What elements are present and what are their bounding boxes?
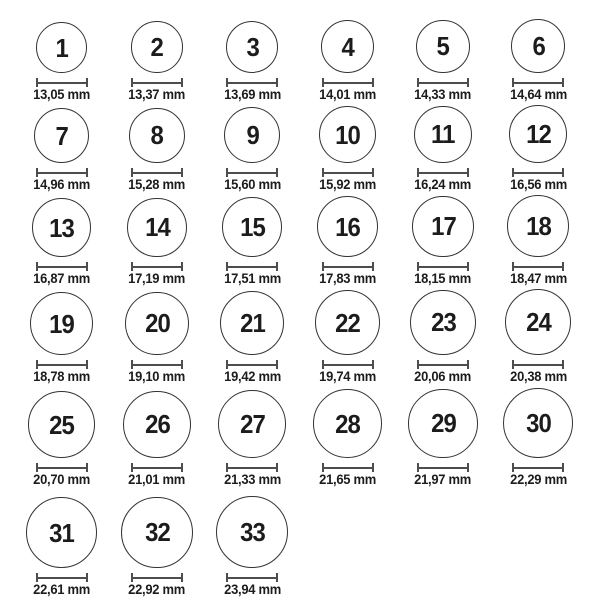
diameter-label: 18,78 mm xyxy=(33,369,91,385)
diameter-label: 19,10 mm xyxy=(128,369,186,385)
ring-cell xyxy=(223,107,282,193)
diameter-ruler xyxy=(322,262,374,271)
ring-circle xyxy=(503,388,573,458)
diameter-ruler-line xyxy=(419,172,467,174)
ring-size-number: 31 xyxy=(49,517,75,548)
diameter-label: 20,06 mm xyxy=(414,369,472,385)
diameter-ruler-line xyxy=(324,467,372,469)
diameter-ruler-line xyxy=(133,82,181,84)
ring-size-number: 25 xyxy=(49,409,75,440)
ring-circle xyxy=(216,496,288,568)
diameter-ruler-line xyxy=(324,82,372,84)
ring-size-number: 29 xyxy=(430,408,456,439)
diameter-label: 17,51 mm xyxy=(223,271,281,287)
diameter-label: 19,42 mm xyxy=(223,369,281,385)
ring-circle xyxy=(123,391,191,459)
ring-circle xyxy=(36,22,87,73)
ring-cell xyxy=(123,391,191,488)
ring-cell xyxy=(505,289,571,385)
ring-circle xyxy=(414,106,472,164)
diameter-label: 21,01 mm xyxy=(128,472,186,488)
ring-cell xyxy=(30,292,93,385)
diameter-ruler-line xyxy=(38,577,86,579)
diameter-label: 20,38 mm xyxy=(509,369,567,385)
diameter-ruler-line xyxy=(228,467,276,469)
ring-circle xyxy=(224,107,280,163)
ring-size-number: 12 xyxy=(525,119,551,149)
diameter-label: 22,92 mm xyxy=(128,582,186,598)
ring-cell xyxy=(32,198,91,287)
diameter-ruler xyxy=(322,463,374,472)
ring-size-number: 7 xyxy=(55,120,68,151)
diameter-ruler xyxy=(131,573,183,582)
diameter-ruler-line xyxy=(38,467,86,469)
diameter-label: 14,33 mm xyxy=(414,87,472,103)
diameter-ruler xyxy=(417,360,469,369)
diameter-label: 14,64 mm xyxy=(509,87,567,103)
ring-size-number: 32 xyxy=(144,517,170,548)
diameter-ruler xyxy=(417,168,469,177)
diameter-ruler-line xyxy=(324,266,372,268)
ring-row xyxy=(14,488,586,598)
ring-row xyxy=(14,8,586,103)
ring-circle xyxy=(226,21,278,73)
ring-size-number: 11 xyxy=(431,119,455,150)
diameter-label: 21,97 mm xyxy=(414,472,472,488)
ring-size-number: 18 xyxy=(525,211,551,242)
diameter-ruler-line xyxy=(38,172,86,174)
diameter-ruler xyxy=(322,360,374,369)
diameter-ruler xyxy=(226,573,278,582)
ring-size-number: 33 xyxy=(239,517,265,548)
ring-circle xyxy=(410,290,476,356)
ring-size-number: 22 xyxy=(335,307,361,338)
ring-size-number: 8 xyxy=(150,120,164,151)
ring-circle xyxy=(129,108,185,164)
ring-circle xyxy=(319,106,376,163)
diameter-ruler xyxy=(512,463,564,472)
diameter-label: 14,96 mm xyxy=(33,177,91,193)
diameter-ruler xyxy=(226,168,278,177)
ring-circle xyxy=(32,198,91,257)
ring-row xyxy=(14,103,586,193)
diameter-label: 15,60 mm xyxy=(223,177,281,193)
diameter-label: 16,56 mm xyxy=(509,177,567,193)
diameter-ruler-line xyxy=(38,266,86,268)
ring-size-number: 20 xyxy=(144,308,170,339)
diameter-ruler-line xyxy=(133,577,181,579)
diameter-label: 22,61 mm xyxy=(33,582,91,598)
diameter-ruler-line xyxy=(514,82,562,84)
diameter-ruler xyxy=(36,573,88,582)
diameter-ruler xyxy=(512,360,564,369)
diameter-ruler-line xyxy=(324,172,372,174)
ring-cell xyxy=(127,21,186,103)
ring-cell xyxy=(28,391,95,488)
ring-cell xyxy=(223,21,282,103)
ring-circle xyxy=(507,195,569,257)
ring-cell xyxy=(218,390,286,488)
ring-size-number: 5 xyxy=(436,31,450,62)
diameter-label: 19,74 mm xyxy=(319,369,377,385)
ring-circle xyxy=(28,391,95,458)
ring-cell xyxy=(315,290,380,385)
ring-size-number: 24 xyxy=(525,307,551,338)
ring-cell xyxy=(413,20,472,103)
ring-size-number: 30 xyxy=(525,408,551,439)
diameter-ruler-line xyxy=(419,82,467,84)
ring-cell xyxy=(121,497,193,598)
diameter-label: 23,94 mm xyxy=(223,582,281,598)
ring-cell xyxy=(216,496,288,598)
ring-size-number: 14 xyxy=(144,212,170,243)
diameter-ruler xyxy=(131,78,183,87)
diameter-ruler xyxy=(36,78,88,87)
diameter-ruler-line xyxy=(419,467,467,469)
ring-cell xyxy=(318,106,377,193)
diameter-ruler-line xyxy=(514,364,562,366)
ring-cell xyxy=(412,196,474,287)
diameter-ruler xyxy=(512,78,564,87)
ring-circle xyxy=(218,390,286,458)
diameter-ruler-line xyxy=(324,364,372,366)
diameter-label: 14,01 mm xyxy=(319,87,377,103)
ring-circle xyxy=(131,21,183,73)
diameter-label: 15,92 mm xyxy=(319,177,377,193)
diameter-label: 13,37 mm xyxy=(128,87,186,103)
ring-size-number: 2 xyxy=(150,32,164,63)
diameter-ruler-line xyxy=(228,577,276,579)
ring-circle xyxy=(505,289,571,355)
ring-size-number: 21 xyxy=(239,308,265,339)
ring-circle xyxy=(220,291,284,355)
diameter-ruler-line xyxy=(38,364,86,366)
ring-cell xyxy=(220,291,284,385)
diameter-ruler-line xyxy=(38,82,86,84)
ring-circle xyxy=(315,290,380,355)
diameter-ruler xyxy=(36,463,88,472)
ring-cell xyxy=(26,497,97,598)
ring-circle xyxy=(321,20,374,73)
ring-circle xyxy=(313,389,382,458)
diameter-ruler-line xyxy=(419,364,467,366)
diameter-ruler xyxy=(226,360,278,369)
diameter-ruler-line xyxy=(514,172,562,174)
diameter-label: 17,83 mm xyxy=(319,271,377,287)
diameter-ruler-line xyxy=(228,82,276,84)
diameter-ruler xyxy=(322,168,374,177)
ring-cell xyxy=(313,389,382,488)
diameter-label: 22,29 mm xyxy=(509,472,567,488)
diameter-ruler xyxy=(131,360,183,369)
ring-size-number: 23 xyxy=(430,307,456,338)
diameter-ruler xyxy=(512,262,564,271)
ring-cell xyxy=(503,388,573,488)
ring-cell xyxy=(32,108,91,193)
ring-cell xyxy=(222,197,282,287)
ring-cell xyxy=(507,195,569,287)
ring-size-number: 13 xyxy=(49,212,75,243)
ring-cell xyxy=(410,290,476,385)
diameter-ruler xyxy=(226,78,278,87)
ring-cell xyxy=(32,22,91,103)
ring-size-number: 27 xyxy=(239,409,265,440)
ring-cell xyxy=(413,106,472,193)
diameter-ruler-line xyxy=(133,364,181,366)
ring-cell xyxy=(509,19,568,103)
diameter-ruler-line xyxy=(228,172,276,174)
ring-circle xyxy=(30,292,93,355)
ring-circle xyxy=(412,196,474,258)
diameter-label: 18,15 mm xyxy=(414,271,472,287)
ring-size-number: 9 xyxy=(246,120,259,150)
ring-size-number: 15 xyxy=(239,212,265,243)
ring-circle xyxy=(125,292,189,356)
diameter-label: 17,19 mm xyxy=(128,271,186,287)
ring-row xyxy=(14,287,586,385)
ring-size-number: 28 xyxy=(335,408,361,439)
ring-circle xyxy=(34,108,89,163)
diameter-ruler-line xyxy=(514,467,562,469)
diameter-ruler xyxy=(417,78,469,87)
diameter-label: 18,47 mm xyxy=(509,271,567,287)
diameter-ruler xyxy=(417,262,469,271)
diameter-ruler xyxy=(131,463,183,472)
diameter-ruler xyxy=(131,262,183,271)
ring-size-number: 16 xyxy=(335,211,361,242)
diameter-ruler-line xyxy=(133,467,181,469)
diameter-ruler xyxy=(36,360,88,369)
ring-cell xyxy=(509,105,568,193)
diameter-ruler xyxy=(36,262,88,271)
ring-size-number: 4 xyxy=(341,31,354,62)
ring-size-number: 1 xyxy=(55,32,68,63)
ring-circle xyxy=(408,389,478,459)
diameter-ruler xyxy=(36,168,88,177)
diameter-label: 16,87 mm xyxy=(33,271,91,287)
ring-circle xyxy=(121,497,193,569)
ring-size-number: 6 xyxy=(532,31,545,61)
diameter-label: 15,28 mm xyxy=(128,177,186,193)
ring-size-number: 19 xyxy=(49,308,75,339)
diameter-label: 16,24 mm xyxy=(414,177,472,193)
ring-circle xyxy=(127,198,187,258)
ring-cell xyxy=(317,196,378,287)
diameter-ruler-line xyxy=(228,364,276,366)
ring-row xyxy=(14,193,586,287)
ring-size-number: 3 xyxy=(246,32,259,62)
diameter-ruler xyxy=(322,78,374,87)
diameter-ruler xyxy=(512,168,564,177)
diameter-label: 13,69 mm xyxy=(223,87,281,103)
diameter-ruler xyxy=(226,463,278,472)
ring-size-number: 26 xyxy=(144,409,170,440)
ring-cell xyxy=(127,108,186,193)
ring-cell xyxy=(127,198,187,287)
diameter-ruler-line xyxy=(419,266,467,268)
diameter-ruler xyxy=(417,463,469,472)
diameter-ruler-line xyxy=(133,172,181,174)
diameter-ruler-line xyxy=(228,266,276,268)
ring-size-number: 17 xyxy=(430,211,456,242)
ring-circle xyxy=(317,196,378,257)
diameter-label: 20,70 mm xyxy=(33,472,91,488)
diameter-ruler xyxy=(131,168,183,177)
ring-cell xyxy=(318,20,377,103)
ring-circle xyxy=(416,20,470,74)
ring-circle xyxy=(222,197,282,257)
ring-circle xyxy=(511,19,565,73)
diameter-ruler-line xyxy=(514,266,562,268)
diameter-label: 21,33 mm xyxy=(223,472,281,488)
diameter-label: 13,05 mm xyxy=(33,87,91,103)
ring-cell xyxy=(125,292,189,385)
diameter-label: 21,65 mm xyxy=(319,472,377,488)
diameter-ruler-line xyxy=(133,266,181,268)
ring-circle xyxy=(26,497,97,568)
ring-circle xyxy=(509,105,567,163)
ring-row xyxy=(14,385,586,488)
ring-size-number: 10 xyxy=(335,119,361,150)
diameter-ruler xyxy=(226,262,278,271)
ring-cell xyxy=(408,389,478,488)
